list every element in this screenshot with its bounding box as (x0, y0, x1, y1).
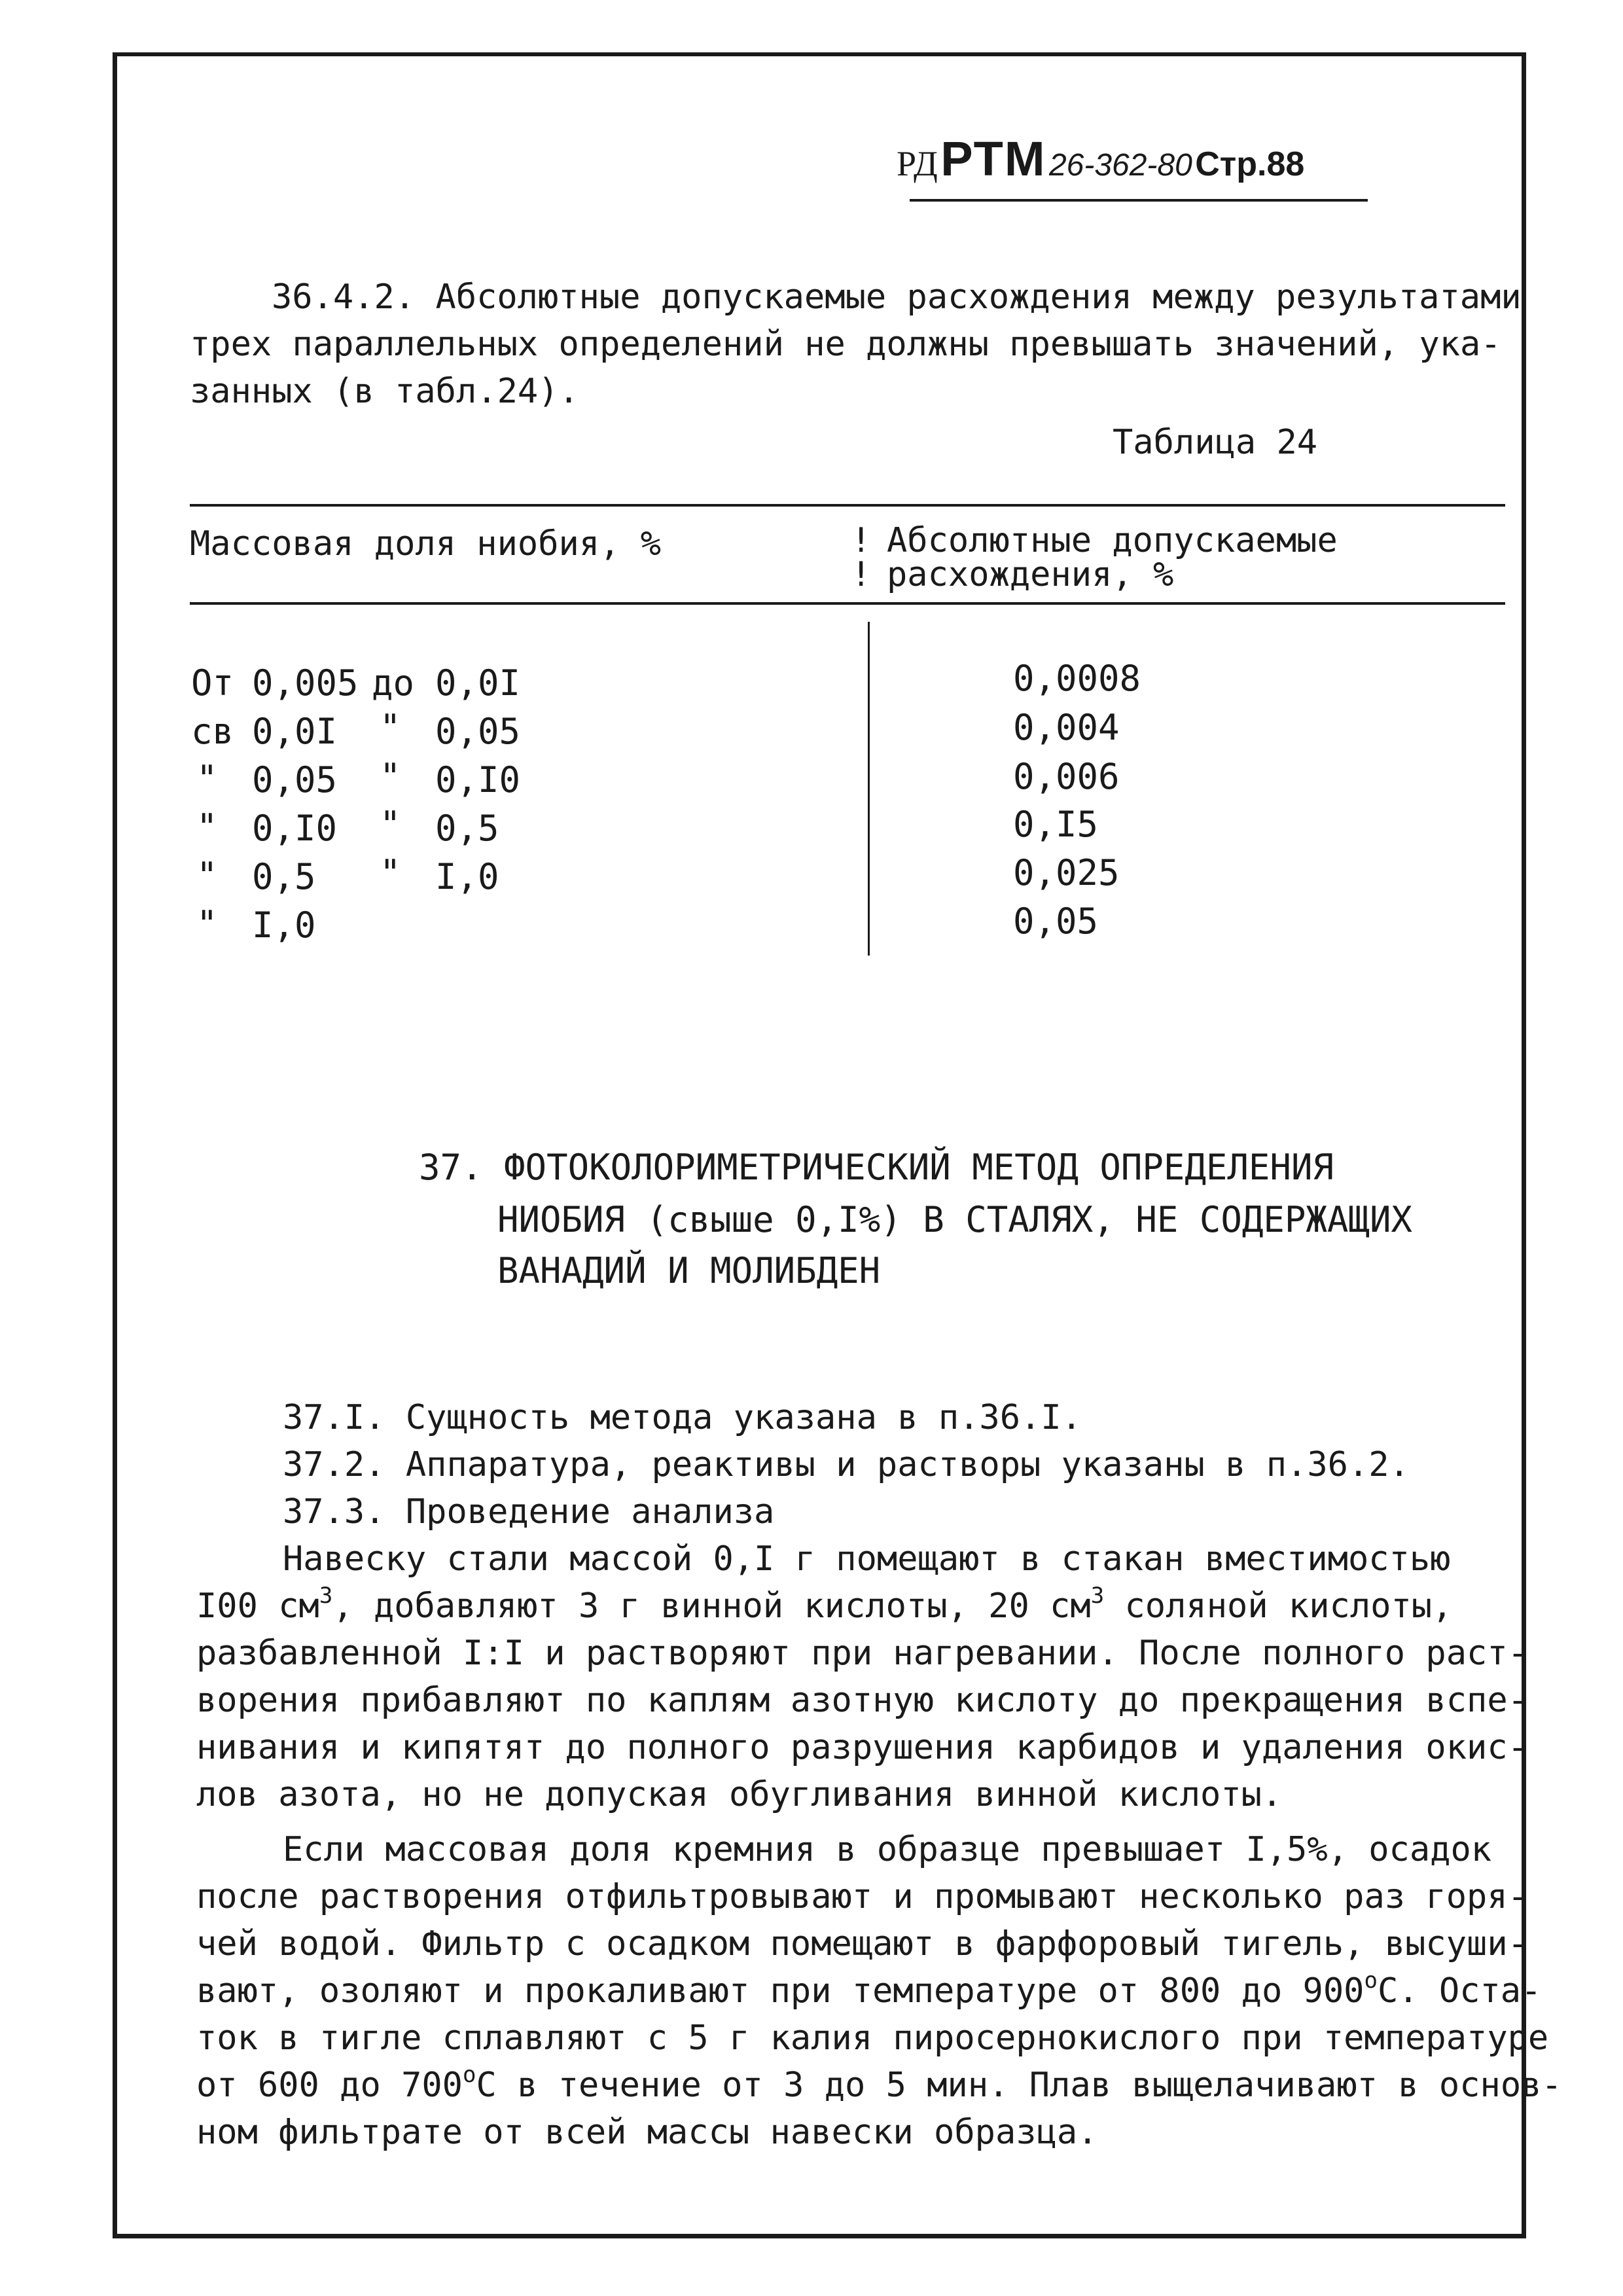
paragraph-2-line-7: ном фильтрате от всей массы навески образца. (196, 2113, 1098, 2152)
doc-prefix-rtm: РТМ (940, 132, 1046, 186)
row-prefix: От (191, 662, 234, 704)
paragraph-1-line-3: разбавленной I:I и растворяют при нагревании. После полного раст- (196, 1634, 1528, 1673)
row-from: I,0 (252, 905, 316, 946)
row-value: 0,0008 (1013, 658, 1141, 699)
section-37-title-line-3: ВАНАДИЙ И МОЛИБДЕН (497, 1250, 881, 1291)
row-to: 0,0I (435, 662, 521, 704)
paragraph-1-line-6: лов азота, но не допуская обугливания винной кислоты. (196, 1775, 1283, 1814)
item-37-2: 37.2. Аппаратура, реактивы и растворы указаны в п.36.2. (283, 1445, 1410, 1484)
clause-36-4-2-line-2: трех параллельных определений не должны превышать значений, ука- (190, 325, 1501, 364)
row-from: 0,5 (252, 856, 316, 897)
row-from: 0,0I (252, 711, 338, 752)
paragraph-2-line-6: от 600 до $700^оС$ в течение от 3 до 5 мин. Плав выщелачивают в основ- (196, 2062, 1562, 2105)
row-to: 0,I0 (435, 759, 521, 800)
row-value: 0,05 (1013, 901, 1099, 942)
row-to: 0,05 (435, 711, 521, 752)
row-prefix: " (196, 903, 218, 944)
paragraph-2-line-5: ток в тигле сплавляют с 5 г калия пиросернокислого при температуре (196, 2018, 1549, 2058)
paragraph-2-line-3: чей водой. Фильтр с осадком помещают в фарфоровый тигель, высуши- (196, 1924, 1528, 1964)
row-from: 0,I0 (252, 808, 338, 849)
table-header-separator-1: ! (851, 521, 872, 560)
page-number: Стр.88 (1195, 145, 1305, 183)
table-caption: Таблица 24 (1113, 423, 1318, 462)
row-to: 0,5 (435, 808, 499, 849)
table-top-rule (190, 504, 1505, 507)
row-from: 0,005 (252, 662, 359, 704)
row-value: 0,I5 (1013, 804, 1099, 845)
row-prefix: " (196, 806, 218, 848)
row-to-word: " (380, 756, 401, 797)
item-37-3: 37.3. Проведение анализа (283, 1492, 775, 1532)
table-header-separator-2: ! (851, 555, 872, 594)
row-value: 0,004 (1013, 707, 1120, 748)
paragraph-2-line-1: Если массовая доля кремния в образце превышает I,5%, осадок (283, 1830, 1492, 1869)
row-value: 0,006 (1013, 756, 1120, 797)
table-header-col2-line1: Абсолютные допускаемые (887, 521, 1338, 560)
clause-36-4-2-line-3: занных (в табл.24). (190, 372, 579, 411)
table-header-col2-line2: расхождения, % (887, 555, 1174, 594)
section-37-title-line-2: НИОБИЯ (свыше 0,I%) В СТАЛЯХ, НЕ СОДЕРЖАЩИХ (497, 1199, 1412, 1240)
paragraph-1-line-2: I00 $см^3$, добавляют 3 г винной кислоты, 20 $см^3$ соляной кислоты, (196, 1583, 1453, 1626)
paragraph-1-line-5: нивания и кипятят до полного разрушения карбидов и удаления окис- (196, 1728, 1528, 1767)
row-prefix: " (196, 758, 218, 799)
paragraph-2-line-4: вают, озоляют и прокаливают при температуре от 800 до $900^оС$. Оста- (196, 1967, 1542, 2011)
row-from: 0,05 (252, 759, 338, 800)
table-header-col1: Массовая доля ниобия, % (190, 524, 662, 564)
paragraph-2-line-2: после растворения отфильтровывают и промывают несколько раз горя- (196, 1877, 1528, 1916)
table-column-divider (868, 622, 870, 956)
row-to-word: " (380, 707, 401, 748)
doc-number: 26-362-80 (1048, 148, 1192, 183)
row-prefix: св (191, 711, 234, 752)
doc-prefix-rd: РД (897, 144, 938, 183)
section-37-title-line-1: 37. ФОТОКОЛОРИМЕТРИЧЕСКИЙ МЕТОД ОПРЕДЕЛЕНИЯ (419, 1147, 1334, 1188)
row-prefix: " (196, 855, 218, 896)
header-underline (910, 199, 1368, 202)
row-to-word: до (372, 662, 415, 704)
item-37-1: 37.I. Сущность метода указана в п.36.I. (283, 1398, 1082, 1437)
row-to: I,0 (435, 856, 499, 897)
row-value: 0,025 (1013, 852, 1120, 893)
paragraph-1-line-4: ворения прибавляют по каплям азотную кислоту до прекращения вспе- (196, 1681, 1528, 1720)
paragraph-1-line-1: Навеску стали массой 0,I г помещают в стакан вместимостью (283, 1539, 1451, 1579)
document-id (897, 131, 1304, 187)
table-header-rule (190, 602, 1505, 605)
clause-36-4-2-line-1: 36.4.2. Абсолютные допускаемые расхождения между результатами (272, 278, 1522, 317)
row-to-word: " (380, 852, 401, 893)
row-to-word: " (380, 804, 401, 845)
